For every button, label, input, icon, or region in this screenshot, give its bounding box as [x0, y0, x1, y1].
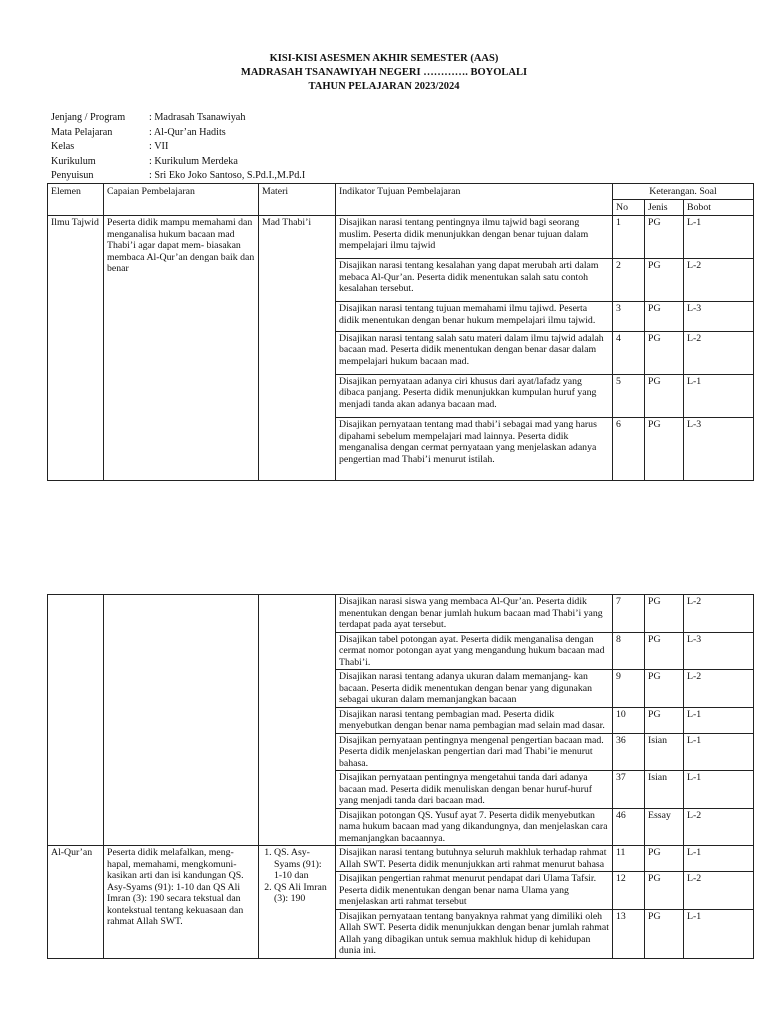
materi-item: 1. QS. Asy-Syams (91): 1-10 dan [274, 847, 332, 882]
info-value: : VII [149, 141, 169, 152]
cell-indikator: Disajikan pernyataan tentang mad thabi’i sebagai mad yang harus dipahami sebelum mempelajari mad lainnya. Peserta didik menganalisa dengan cermat pernyataan yang menjelaskan adanya pengertian mad Thabi’i menurut istilah. [336, 418, 613, 481]
cell-materi [259, 846, 336, 959]
cell-bobot: L-1 [684, 846, 754, 872]
cell-jenis: PG [645, 331, 684, 374]
cell-indikator: Disajikan potongan QS. Yusuf ayat 7. Peserta didik menyebutkan nama hukum bacaan mad yang dikandungnya, dan menjelaskan cara memanjangkan bacaannya. [336, 808, 613, 846]
cell-bobot: L-1 [684, 216, 754, 259]
cell-elemen: Al-Qur’an [48, 846, 104, 959]
header-indikator: Indikator Tujuan Pembelajaran [336, 184, 613, 216]
info-value: : Kurikulum Merdeka [149, 155, 238, 167]
table-row [48, 216, 754, 259]
cell-jenis: PG [645, 418, 684, 481]
cell-capaian: Peserta didik melafalkan, meng- hapal, memahami, mengkomuni- kasikan arti dan isi kandungan QS. Asy-Syams (91): 1-10 dan QS Ali Imran (3): 190 secara tekstual dan kontekstual tentang kekuasaan dan rahmat Allah SWT. [104, 846, 259, 959]
header-jenis: Jenis [645, 200, 684, 216]
cell-bobot: L-3 [684, 418, 754, 481]
cell-no: 11 [613, 846, 645, 872]
cell-indikator: Disajikan pernyataan tentang banyaknya rahmat yang dimiliki oleh Allah SWT. Peserta didik menunjukkan dengan benar jumlah rahmat Allah yang dibagikan untuk semua makhluk hidup di kehidupan dunia ini. [336, 909, 613, 958]
cell-jenis: Isian [645, 733, 684, 771]
cell-no: 12 [613, 872, 645, 910]
title-line-3: TAHUN PELAJARAN 2023/2024 [308, 81, 460, 92]
cell-jenis: PG [645, 846, 684, 872]
cell-no: 36 [613, 733, 645, 771]
cell-indikator: Disajikan narasi tentang butuhnya seluruh makhluk terhadap rahmat Allah SWT. Peserta didik menunjukkan arti rahmat menurut bahasa [336, 846, 613, 872]
header-no: No [613, 200, 645, 216]
cell-jenis: PG [645, 632, 684, 670]
cell-indikator: Disajikan pengertian rahmat menurut pendapat dari Ulama Tafsir. Peserta didik menentukan dengan benar nama Ulama yang menjelaskan arti rahmat tersebut [336, 872, 613, 910]
cell-no: 7 [613, 595, 645, 633]
cell-no: 2 [613, 259, 645, 302]
kisi-table-part-1 [47, 183, 754, 481]
cell-bobot: L-3 [684, 302, 754, 332]
info-block [51, 111, 305, 184]
title-line-2: MADRASAH TSANAWIYAH NEGERI …………. BOYOLALI [240, 67, 528, 78]
cell-indikator: Disajikan pernyataan pentingnya mengenal pengertian bacaan mad. Peserta didik menjelaskan pengertian dari mad Thabi’ie menurut bahasa. [336, 733, 613, 771]
cell-indikator: Disajikan narasi siswa yang membaca Al-Qur’an. Peserta didik menentukan dengan benar jumlah hukum bacaan mad Thabi’i yang terdapat pada ayat tersebut. [336, 595, 613, 633]
cell-bobot: L-2 [684, 808, 754, 846]
cell-indikator: Disajikan narasi tentang salah satu materi dalam ilmu tajwid adalah bacaan mad. Peserta didik menentukan dengan benar dasar dalam mempelajari hukum bacaan mad. [336, 331, 613, 374]
info-row [51, 155, 305, 170]
cell-bobot: L-1 [684, 707, 754, 733]
cell-indikator: Disajikan narasi tentang pentingnya ilmu tajwid bagi seorang muslim. Peserta didik menunjukkan dengan benar tujuan dalam mempelajari ilmu tajwid [336, 216, 613, 259]
cell-jenis: PG [645, 374, 684, 417]
cell-jenis: PG [645, 707, 684, 733]
cell-elemen: Ilmu Tajwid [48, 216, 104, 481]
table-row [48, 595, 754, 633]
title-line-1: KISI-KISI ASESMEN AKHIR SEMESTER (AAS) [269, 53, 499, 64]
cell-bobot: L-3 [684, 632, 754, 670]
info-value: : Sri Eko Joko Santoso, S.Pd.I.,M.Pd.I [149, 170, 306, 181]
cell-indikator: Disajikan narasi tentang kesalahan yang dapat merubah arti dalam mebaca Al-Qur’an. Peserta didik menentukan salah satu contoh kesalahan tersebut. [336, 259, 613, 302]
cell-no: 9 [613, 670, 645, 708]
cell-no: 13 [613, 909, 645, 958]
cell-no: 46 [613, 808, 645, 846]
cell-no: 1 [613, 216, 645, 259]
header-materi: Materi [259, 184, 336, 216]
cell-indikator: Disajikan narasi tentang pembagian mad. Peserta didik menyebutkan dengan benar nama pembagian mad selain mad dasar. [336, 707, 613, 733]
cell-elemen-empty [48, 595, 104, 846]
info-value: : Madrasah Tsanawiyah [149, 112, 246, 123]
cell-indikator: Disajikan narasi tentang adanya ukuran dalam memanjang- kan bacaan. Peserta didik menentukan dengan benar yang digunakan sebagai ukuran dalam memanjangkan bacaan [336, 670, 613, 708]
kisi-table-part-2 [47, 594, 754, 959]
materi-list [262, 847, 332, 905]
materi-item: 2. QS Ali Imran (3): 190 [274, 882, 332, 905]
cell-jenis: PG [645, 872, 684, 910]
cell-no: 4 [613, 331, 645, 374]
cell-indikator: Disajikan narasi tentang tujuan memahami ilmu tajiwd. Peserta didik menentukan dengan benar hukum mempelajari ilmu tajwid. [336, 302, 613, 332]
cell-no: 8 [613, 632, 645, 670]
cell-bobot: L-2 [684, 595, 754, 633]
cell-jenis: PG [645, 909, 684, 958]
cell-jenis: PG [645, 302, 684, 332]
info-key: Jenjang / Program [51, 112, 126, 123]
cell-bobot: L-1 [684, 771, 754, 809]
info-row [51, 111, 305, 126]
cell-materi-empty [259, 595, 336, 846]
cell-bobot: L-1 [684, 733, 754, 771]
cell-no: 5 [613, 374, 645, 417]
info-key: Penyuisun [51, 170, 94, 181]
info-row [51, 169, 305, 184]
info-key: Mata Pelajaran [51, 126, 113, 138]
cell-no: 10 [613, 707, 645, 733]
info-row [51, 126, 305, 141]
table-row [48, 846, 754, 872]
info-key: Kelas [51, 141, 75, 152]
header-capaian: Capaian Pembelajaran [104, 184, 259, 216]
info-value: : Al-Qur’an Hadits [149, 126, 226, 138]
cell-jenis: Isian [645, 771, 684, 809]
cell-jenis: PG [645, 670, 684, 708]
cell-no: 37 [613, 771, 645, 809]
cell-indikator: Disajikan tabel potongan ayat. Peserta didik menganalisa dengan cermat nomor potongan ayat yang mengandung hukum bacaan mad Thabi’i. [336, 632, 613, 670]
cell-jenis: Essay [645, 808, 684, 846]
table-header-row [48, 184, 754, 200]
info-row [51, 140, 305, 155]
cell-bobot: L-2 [684, 259, 754, 302]
cell-bobot: L-2 [684, 872, 754, 910]
cell-indikator: Disajikan pernyataan pentingnya mengetahui tanda dari adanya bacaan mad. Peserta didik menuliskan dengan benar huruf-huruf yang menjadi tanda dari bacaan mad. [336, 771, 613, 809]
cell-capaian-empty [104, 595, 259, 846]
info-key: Kurikulum [51, 155, 96, 167]
cell-jenis: PG [645, 259, 684, 302]
header-elemen: Elemen [48, 184, 104, 216]
cell-no: 3 [613, 302, 645, 332]
header-keterangan: Keterangan. Soal [613, 184, 754, 200]
cell-indikator: Disajikan pernyataan adanya ciri khusus dari ayat/lafadz yang dibaca panjang. Peserta didik menunjukkan kumpulan huruf yang menjadi tanda akan adanya bacaan mad. [336, 374, 613, 417]
document-title [0, 52, 768, 94]
cell-bobot: L-2 [684, 331, 754, 374]
cell-no: 6 [613, 418, 645, 481]
cell-bobot: L-1 [684, 909, 754, 958]
cell-jenis: PG [645, 216, 684, 259]
cell-capaian: Peserta didik mampu memahami dan menganalisa hukum bacaan mad Thabi’i agar dapat mem- biasakan membaca Al-Qur’an dengan baik dan benar [104, 216, 259, 481]
cell-materi: Mad Thabi’i [259, 216, 336, 481]
header-bobot: Bobot [684, 200, 754, 216]
cell-bobot: L-1 [684, 374, 754, 417]
cell-bobot: L-2 [684, 670, 754, 708]
cell-jenis: PG [645, 595, 684, 633]
